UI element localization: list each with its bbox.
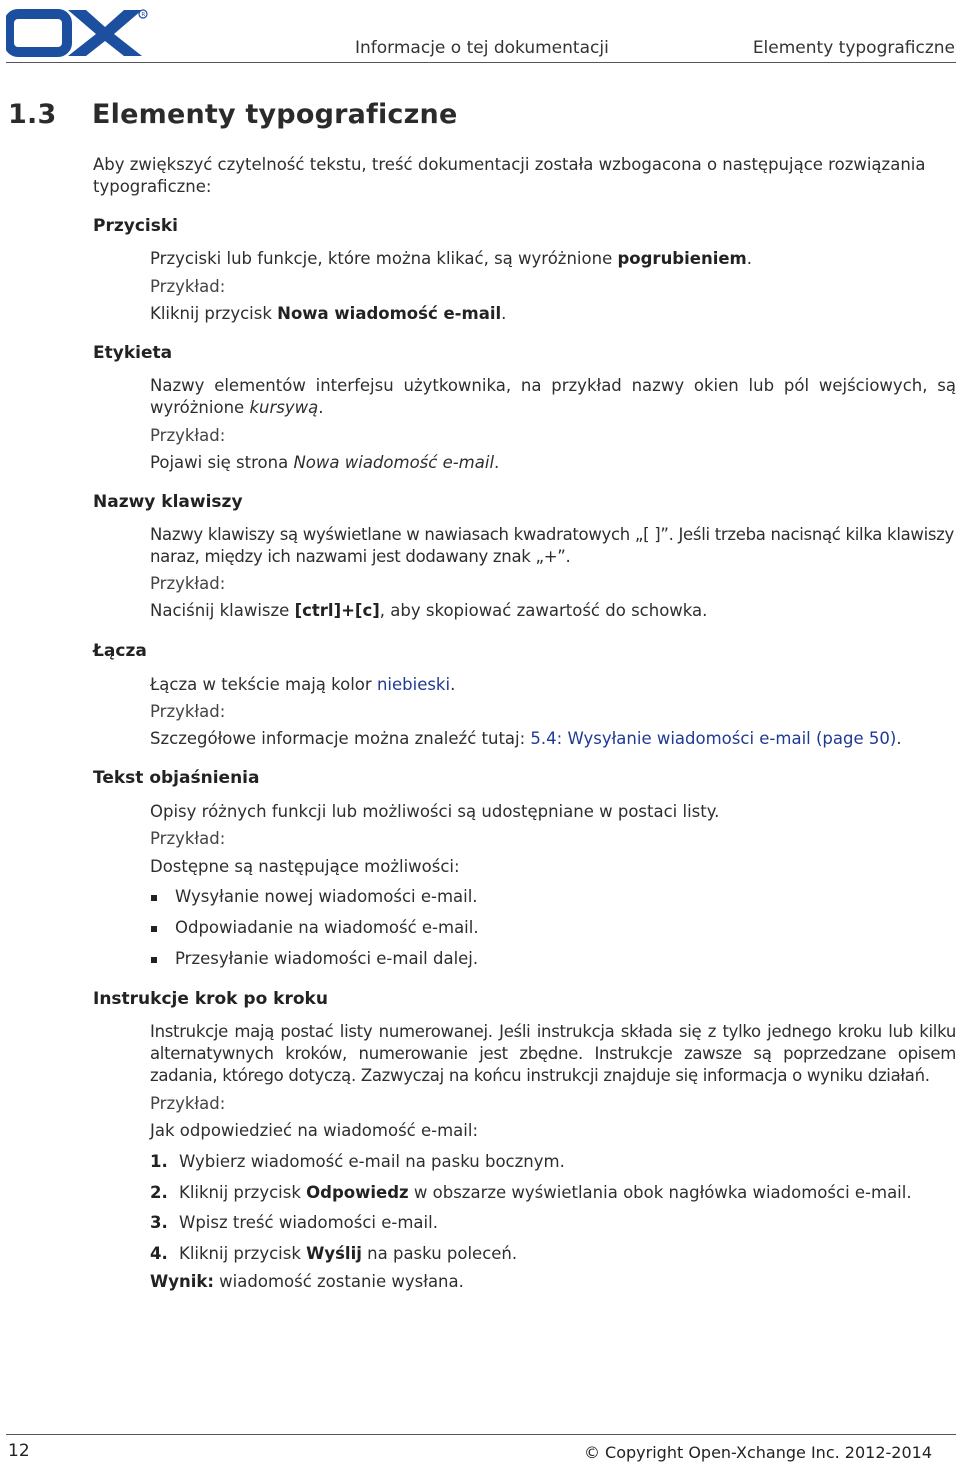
buttons-example: Kliknij przycisk Nowa wiadomość e-mail.	[150, 304, 507, 323]
term-steps: Instrukcje krok po kroku	[93, 989, 328, 1009]
example-label: Przykład:	[150, 702, 226, 721]
cross-reference-link[interactable]: 5.4: Wysyłanie wiadomości e-mail (page 50)	[530, 729, 897, 748]
numbered-step: 1. Wybierz wiadomość e-mail na pasku bocznym.	[150, 1152, 565, 1171]
section-heading	[8, 99, 458, 130]
header-nav-link[interactable]: Informacje o tej dokumentacji	[355, 38, 609, 58]
header-divider	[6, 62, 956, 63]
ox-logo	[6, 8, 148, 58]
explanation-description: Opisy różnych funkcji lub możliwości są udostępniane w postaci listy.	[150, 802, 720, 821]
header-section-title: Elementy typograficzne	[752, 38, 955, 58]
explanation-example-intro: Dostępne są następujące możliwości:	[150, 857, 460, 876]
numbered-step: 2. Kliknij przycisk Odpowiedz w obszarze wyświetlania obok nagłówka wiadomości e-mail.	[150, 1183, 912, 1202]
example-label: Przykład:	[150, 277, 226, 296]
sample-link[interactable]: niebieski	[376, 675, 451, 694]
buttons-description: Przyciski lub funkcje, które można klikać, są wyróżnione pogrubieniem.	[150, 249, 753, 268]
example-label: Przykład:	[150, 829, 226, 848]
section-title: Elementy typograficzne	[92, 99, 458, 130]
labels-description: Nazwy elementów interfejsu użytkownika, na przykład nazwy okien lub pól wejściowych, są wyróżnione kursywą.	[150, 376, 956, 417]
keys-description: Nazwy klawiszy są wyświetlane w nawiasach kwadratowych „[ ]”. Jeśli trzeba nacisnąć kilka klawiszy naraz, między ich nazwami jest dodawany znak „+”.	[150, 525, 955, 566]
term-keys: Nazwy klawiszy	[93, 492, 243, 512]
page-number: 12	[8, 1441, 30, 1461]
links-example: Szczegółowe informacje można znaleźć tutaj: 5.4: Wysyłanie wiadomości e-mail (page 50).	[150, 729, 902, 748]
section-number: 1.3	[8, 99, 57, 130]
numbered-step: 3. Wpisz treść wiadomości e-mail.	[150, 1213, 438, 1232]
labels-example: Pojawi się strona Nowa wiadomość e-mail.	[150, 453, 500, 472]
term-labels: Etykieta	[93, 343, 173, 363]
steps-result: Wynik: wiadomość zostanie wysłana.	[150, 1272, 464, 1291]
example-label: Przykład:	[150, 1094, 226, 1113]
footer-divider	[6, 1434, 956, 1435]
term-explanation: Tekst objaśnienia	[93, 768, 260, 788]
steps-example-intro: Jak odpowiedzieć na wiadomość e-mail:	[150, 1121, 479, 1140]
steps-description: Instrukcje mają postać listy numerowanej. Jeśli instrukcja składa się z tylko jednego kroku lub kilku alternatywnych kroków, numerowanie jest zbędne. Instrukcje zawsze są poprzedzane opisem zadania, którego dotyczą. Zazwyczaj na końcu instrukcji znajduje się informacja o wyniku działań.	[150, 1022, 956, 1085]
bullet-icon	[151, 957, 157, 963]
svg-text:R: R	[141, 12, 146, 19]
links-description: Łącza w tekście mają kolor niebieski.	[150, 675, 456, 694]
example-label: Przykład:	[150, 574, 226, 593]
keys-example: Naciśnij klawisze [ctrl]+[c], aby skopiować zawartość do schowka.	[150, 601, 708, 620]
term-links: Łącza	[93, 641, 147, 661]
bullet-icon	[151, 926, 157, 932]
example-label: Przykład:	[150, 426, 226, 445]
term-buttons: Przyciski	[93, 216, 178, 236]
copyright-notice: © Copyright Open-Xchange Inc. 2012-2014	[583, 1443, 932, 1462]
numbered-step: 4. Kliknij przycisk Wyślij na pasku poleceń.	[150, 1244, 518, 1263]
bullet-icon	[151, 895, 157, 901]
intro-paragraph: Aby zwiększyć czytelność tekstu, treść dokumentacji została wzbogacona o następujące rozwiązania typograficzne:	[93, 155, 926, 196]
